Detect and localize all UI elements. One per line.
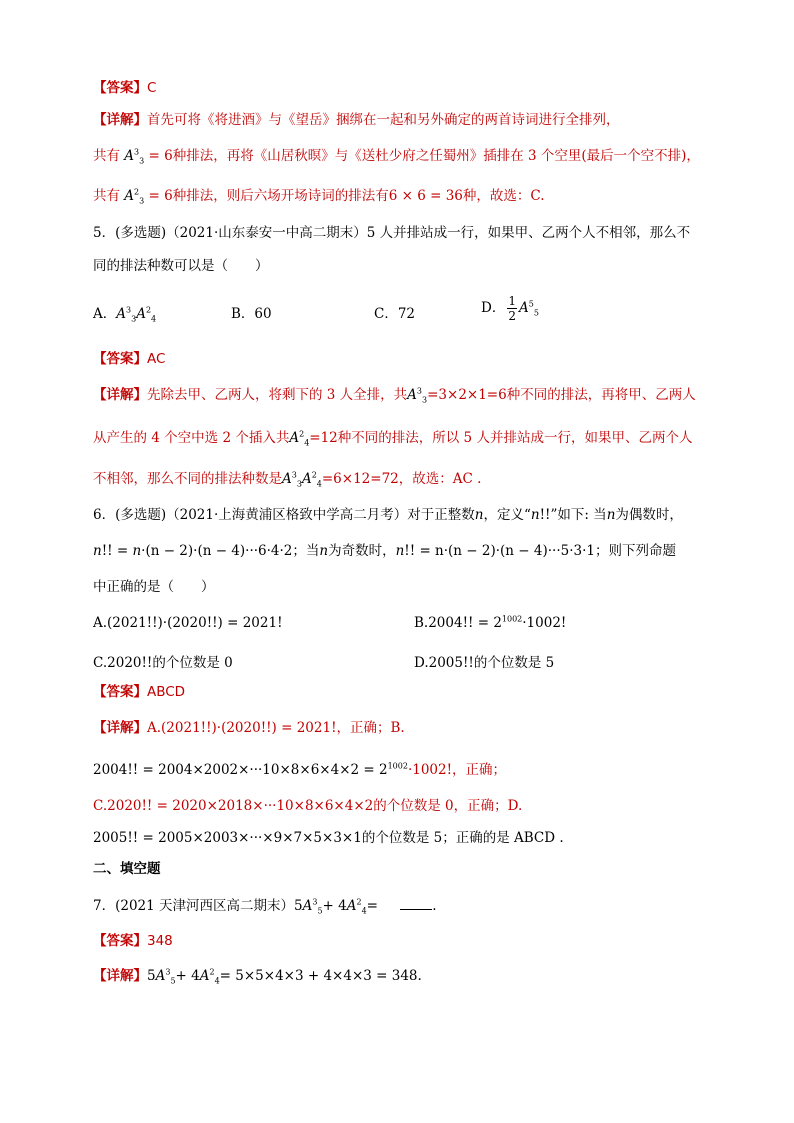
q5-detail-line-2 xyxy=(93,428,692,448)
q6-detail-line-2 xyxy=(93,760,506,780)
q6-stem-line-2 xyxy=(93,541,676,561)
var-n: n xyxy=(132,543,142,559)
answer-tag: 【答案】 xyxy=(93,684,147,700)
q6-detail-2b: ·1002!，正确； xyxy=(407,762,507,778)
var-n: n xyxy=(474,507,484,523)
q5-answer-line xyxy=(93,349,165,369)
q7-stem-a: 7．(2021 天津河西区高二期末）5 xyxy=(93,898,303,914)
q6-option-b xyxy=(414,615,566,631)
q6-detail-line-4: 2005!! = 2005×2003×···×9×7×5×3×1的个位数是 5；正确的是 ABCD . xyxy=(93,830,564,846)
var-n: n xyxy=(530,507,540,523)
q7-stem-b: + 4 xyxy=(322,898,347,914)
q6-option-b-a: B.2004!! = 2 xyxy=(414,615,502,631)
q6-option-a: A.(2021!!)·(2020!!) = 2021! xyxy=(93,615,283,631)
q4-answer: C xyxy=(147,80,157,96)
answer-tag: 【答案】 xyxy=(93,933,147,949)
fraction-one-half: $\frac{1}{2}$ xyxy=(508,294,516,323)
q6-option-b-exp: 1002 xyxy=(501,614,523,624)
q6-option-b-b: ·1002! xyxy=(522,615,567,631)
q7-answer-line xyxy=(93,931,173,951)
q6-stem-2b: ·(n − 2)·(n − 4)···6·4·2；当 xyxy=(141,543,320,559)
q6-detail-line-1 xyxy=(93,718,405,738)
q5-detail-1a: 先除去甲、乙两人，将剩下的 3 人全排，共 xyxy=(147,387,408,403)
q4-detail-3b: = 6种排法，则后六场开场诗词的排法有6 × 6 = 36种，故选：C. xyxy=(148,188,545,204)
q4-detail-line-2 xyxy=(93,146,700,166)
q6-option-d: D.2005!!的个位数是 5 xyxy=(414,655,555,671)
q5-option-b: B．60 xyxy=(231,306,272,322)
var-n: n xyxy=(395,543,405,559)
var-n: n xyxy=(606,507,616,523)
q6-detail-1: A.(2021!!)·(2020!!) = 2021!，正确；B. xyxy=(147,720,405,736)
answer-tag: 【答案】 xyxy=(93,351,147,367)
q5-option-a xyxy=(93,302,156,322)
q5-detail-3a: 不相邻，那么不同的排法种数是 xyxy=(93,471,282,487)
q5-detail-3b: =6×12=72，故选：AC . xyxy=(321,471,482,487)
q4-detail-2b: = 6种排法，再将《山居秋暝》与《送杜少府之任蜀州》插排在 3 个空里(最后一个空不排)， xyxy=(148,148,700,164)
permutation-a42: $A^2_4$ xyxy=(346,897,367,916)
q5-option-d-label: D． xyxy=(481,300,506,316)
q5-detail-1b: =3×2×1=6种不同的排法，再将甲、乙两人 xyxy=(427,387,696,403)
answer-blank[interactable] xyxy=(400,897,432,910)
detail-tag: 【详解】 xyxy=(93,387,147,403)
q4-detail-1: 首先可将《将进酒》与《望岳》捆绑在一起和另外确定的两首诗词进行全排列， xyxy=(147,112,620,128)
q7-stem-line xyxy=(93,896,437,916)
q6-answer-line xyxy=(93,682,185,702)
q5-answer: AC xyxy=(147,351,166,367)
q5-detail-line-3 xyxy=(93,469,481,489)
q6-stem-2c: 为奇数时， xyxy=(328,543,396,559)
q7-detail-a: 5 xyxy=(147,968,156,984)
permutation-a42: $A^2_4$ xyxy=(199,967,220,986)
permutation-a33: $A^3_3$ xyxy=(124,147,145,166)
q6-stem-2a: !! = xyxy=(101,543,133,559)
detail-tag: 【详解】 xyxy=(93,720,147,736)
q6-stem-1b: ，定义“ xyxy=(483,507,531,523)
var-n: n xyxy=(319,543,329,559)
q6-stem-line-3: 中正确的是（ ） xyxy=(93,579,215,595)
q5-detail-2a: 从产生的 4 个空中选 2 个插入共 xyxy=(93,430,290,446)
q6-stem-1a: 6．(多选题)（2021·上海黄浦区格致中学高二月考）对于正整数 xyxy=(93,507,475,523)
q6-detail-2a: 2004!! = 2004×2002×···10×8×6×4×2 = 2 xyxy=(93,762,388,778)
q5-stem-line-2: 同的排法种数可以是（ ） xyxy=(93,258,269,274)
q7-detail-c: = 5×5×4×3 + 4×4×3 = 348. xyxy=(219,968,422,984)
permutation-a53: $A^3_5$ xyxy=(302,897,323,916)
q5-option-a-label: A． xyxy=(93,306,117,322)
q6-option-c: C.2020!!的个位数是 0 xyxy=(93,655,233,671)
q7-answer: 348 xyxy=(147,933,173,949)
q7-detail-b: + 4 xyxy=(175,968,200,984)
q4-detail-2a: 共有 xyxy=(93,148,120,164)
q5-option-d-expr: $A^5_5$ xyxy=(518,299,539,318)
var-n: n xyxy=(93,543,102,559)
q7-stem-c: = xyxy=(366,898,383,914)
permutation-a32: $A^2_3$ xyxy=(124,187,145,206)
section-heading-fill-blank: 二、填空题 xyxy=(93,861,161,877)
q5-option-a-expr: $A^3_3A^2_4$ xyxy=(116,305,157,324)
q5-option-c: C．72 xyxy=(374,306,416,322)
q5-option-d xyxy=(481,294,539,323)
q4-detail-line-1 xyxy=(93,110,620,130)
permutation-a33: $A^3_3$ xyxy=(407,386,428,405)
answer-tag: 【答案】 xyxy=(93,80,147,96)
q7-stem-d: . xyxy=(432,898,437,914)
permutation-a53: $A^3_5$ xyxy=(155,967,176,986)
detail-tag: 【详解】 xyxy=(93,968,147,984)
q5-stem-line-1: 5．(多选题)（2021·山东泰安一中高二期末）5 人并排站成一行，如果甲、乙两个人不相邻，那么不 xyxy=(93,225,691,241)
q4-answer-line xyxy=(93,78,156,98)
q6-stem-2d: !! = n·(n − 2)·(n − 4)···5·3·1；则下列命题 xyxy=(404,543,676,559)
permutation-a33-a42: $A^3_3A^2_4$ xyxy=(282,470,322,489)
q6-stem-1d: 为偶数时， xyxy=(615,507,683,523)
q6-stem-line-1 xyxy=(93,505,683,525)
q6-detail-line-3: C.2020!! = 2020×2018×···10×8×6×4×2的个位数是 0，正确；D. xyxy=(93,798,523,814)
q6-detail-2-exp: 1002 xyxy=(387,761,408,771)
q6-stem-1c: !!”如下: 当 xyxy=(539,507,607,523)
q6-answer: ABCD xyxy=(147,684,186,700)
q4-detail-3a: 共有 xyxy=(93,188,120,204)
permutation-a42: $A^2_4$ xyxy=(289,429,310,448)
q5-detail-line-1 xyxy=(93,385,696,405)
q5-detail-2b: =12种不同的排法，所以 5 人并排站成一行，如果甲、乙两个人 xyxy=(309,430,693,446)
detail-tag: 【详解】 xyxy=(93,112,147,128)
q7-detail-line xyxy=(93,966,422,986)
q4-detail-line-3 xyxy=(93,186,545,206)
